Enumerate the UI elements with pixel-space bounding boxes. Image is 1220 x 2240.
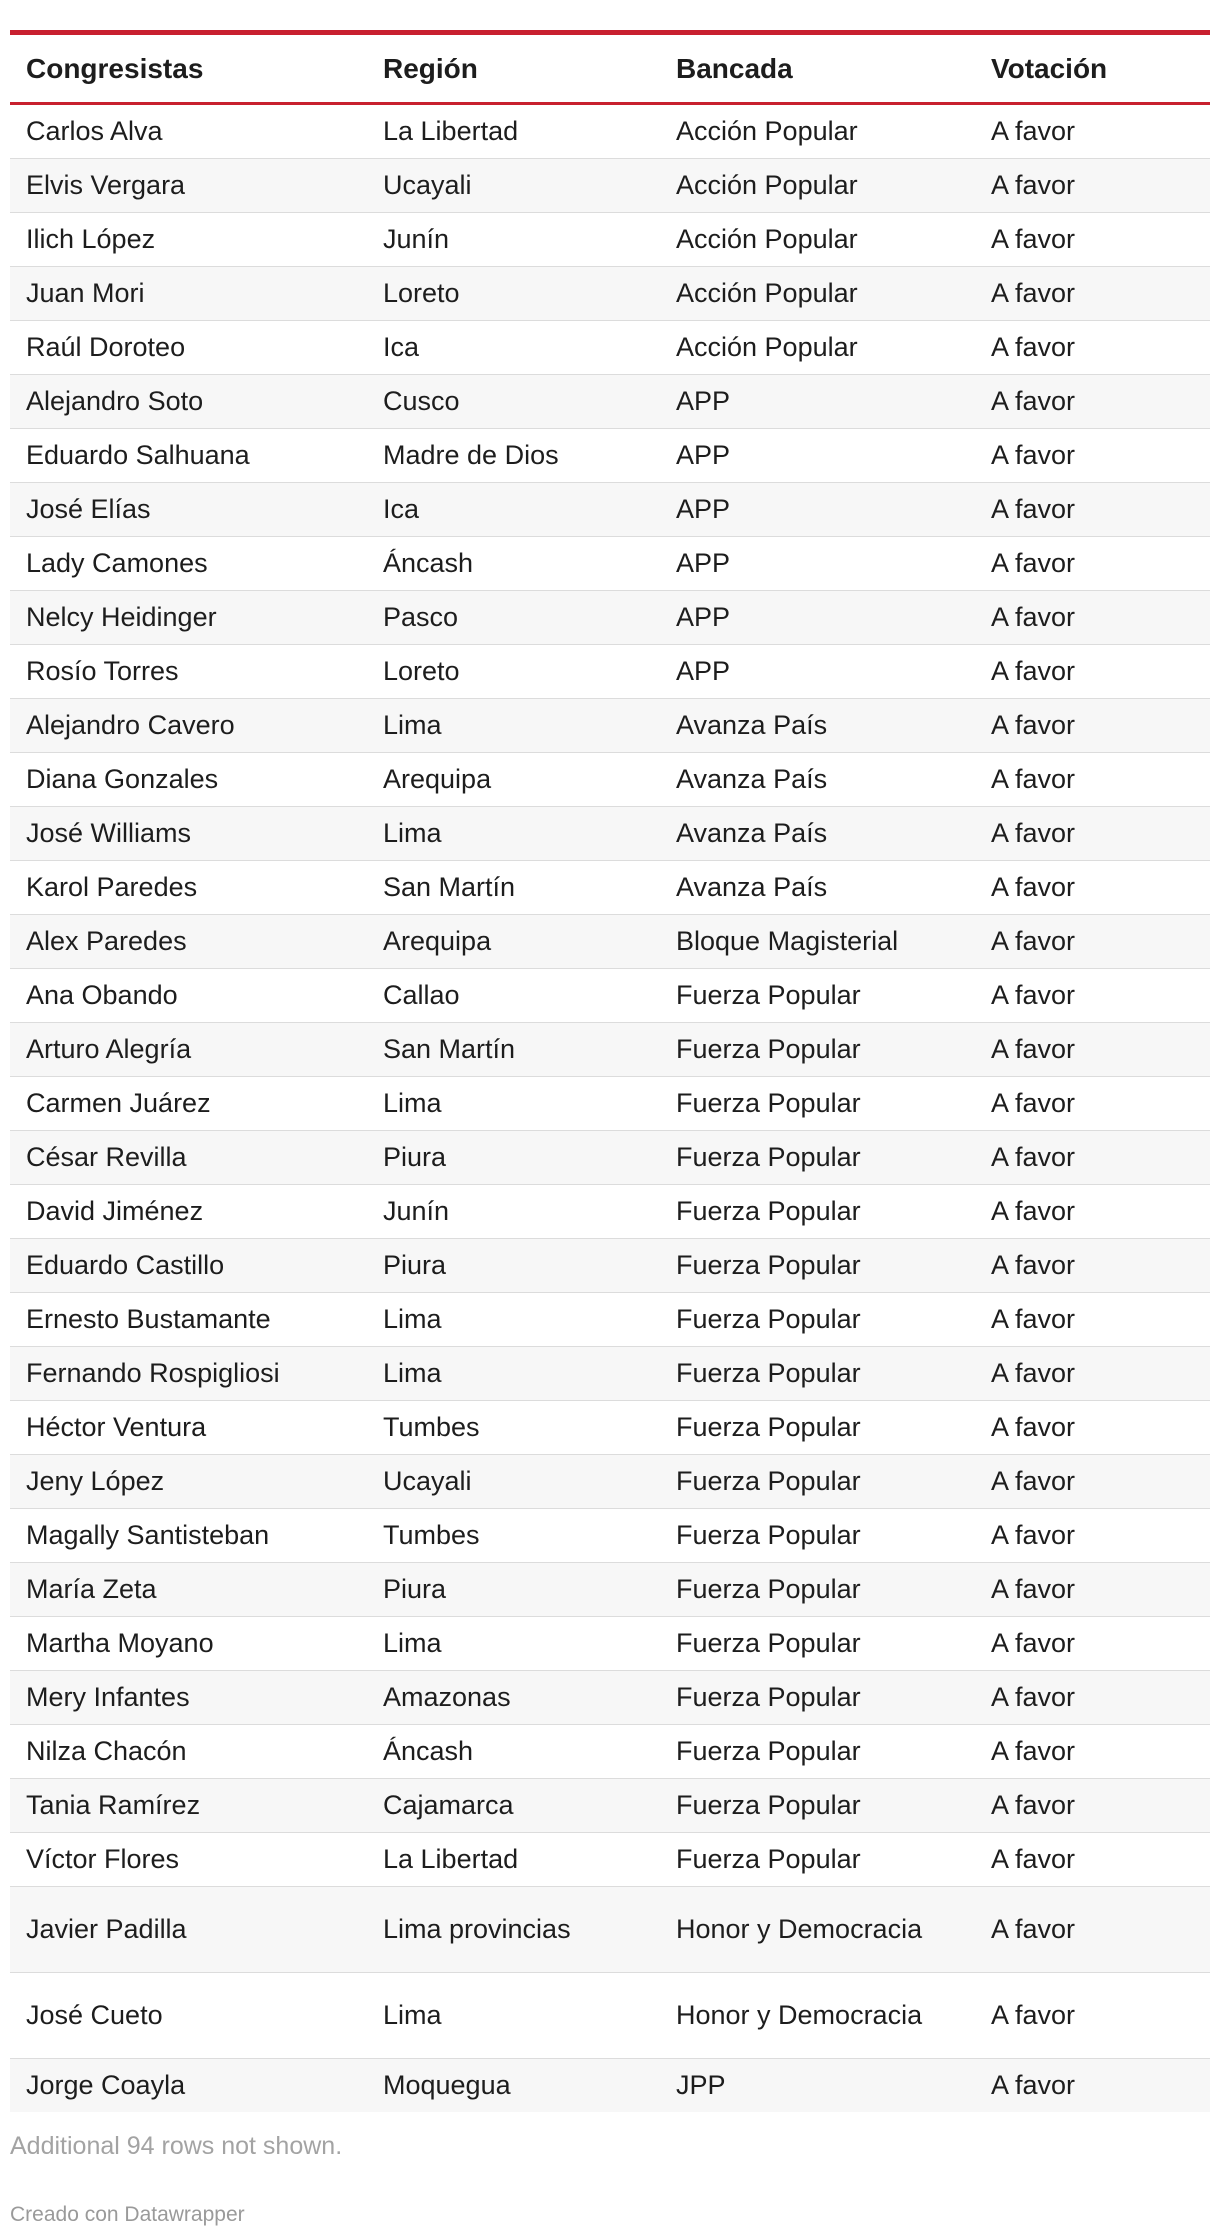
- cell-bancada: Fuerza Popular: [660, 1833, 975, 1887]
- cell-bancada: APP: [660, 537, 975, 591]
- votes-table: [10, 30, 1210, 2112]
- cell-votacion: A favor: [975, 699, 1210, 753]
- cell-congresista: Nelcy Heidinger: [10, 591, 367, 645]
- table-header-row: [10, 33, 1210, 104]
- cell-region: San Martín: [367, 861, 660, 915]
- cell-congresista: José Elías: [10, 483, 367, 537]
- cell-congresista: Lady Camones: [10, 537, 367, 591]
- cell-bancada: Avanza País: [660, 807, 975, 861]
- table-row: [10, 1779, 1210, 1833]
- cell-votacion: A favor: [975, 1833, 1210, 1887]
- cell-bancada: Fuerza Popular: [660, 1563, 975, 1617]
- cell-congresista: Tania Ramírez: [10, 1779, 367, 1833]
- cell-votacion: A favor: [975, 483, 1210, 537]
- table-row: [10, 1077, 1210, 1131]
- cell-region: Cusco: [367, 375, 660, 429]
- cell-region: Lima: [367, 699, 660, 753]
- cell-congresista: Fernando Rospigliosi: [10, 1347, 367, 1401]
- cell-bancada: Fuerza Popular: [660, 969, 975, 1023]
- cell-votacion: A favor: [975, 159, 1210, 213]
- cell-bancada: Fuerza Popular: [660, 1617, 975, 1671]
- table-body: [10, 104, 1210, 2113]
- column-header-congresistas[interactable]: Congresistas: [10, 33, 367, 104]
- cell-congresista: María Zeta: [10, 1563, 367, 1617]
- cell-votacion: A favor: [975, 2059, 1210, 2113]
- column-header-votacion[interactable]: Votación: [975, 33, 1210, 104]
- cell-congresista: José Williams: [10, 807, 367, 861]
- cell-votacion: A favor: [975, 1509, 1210, 1563]
- cell-votacion: A favor: [975, 429, 1210, 483]
- cell-votacion: A favor: [975, 807, 1210, 861]
- cell-region: Ucayali: [367, 1455, 660, 1509]
- cell-congresista: Alejandro Soto: [10, 375, 367, 429]
- table-row: [10, 104, 1210, 159]
- cell-votacion: A favor: [975, 1455, 1210, 1509]
- table-row: [10, 861, 1210, 915]
- table-row: [10, 1131, 1210, 1185]
- table-row: [10, 1023, 1210, 1077]
- cell-congresista: Martha Moyano: [10, 1617, 367, 1671]
- cell-region: San Martín: [367, 1023, 660, 1077]
- cell-congresista: José Cueto: [10, 1973, 367, 2059]
- cell-region: Ica: [367, 321, 660, 375]
- table-row: [10, 591, 1210, 645]
- cell-congresista: Víctor Flores: [10, 1833, 367, 1887]
- cell-votacion: A favor: [975, 1185, 1210, 1239]
- table-row: [10, 159, 1210, 213]
- cell-region: Loreto: [367, 267, 660, 321]
- cell-votacion: A favor: [975, 537, 1210, 591]
- cell-congresista: Javier Padilla: [10, 1887, 367, 1973]
- cell-congresista: Jorge Coayla: [10, 2059, 367, 2113]
- cell-bancada: Acción Popular: [660, 267, 975, 321]
- cell-region: Tumbes: [367, 1509, 660, 1563]
- cell-region: Junín: [367, 213, 660, 267]
- cell-region: Lima provincias: [367, 1887, 660, 1973]
- cell-congresista: Arturo Alegría: [10, 1023, 367, 1077]
- cell-bancada: Fuerza Popular: [660, 1779, 975, 1833]
- cell-region: Junín: [367, 1185, 660, 1239]
- cell-bancada: Fuerza Popular: [660, 1509, 975, 1563]
- cell-congresista: Carlos Alva: [10, 104, 367, 159]
- cell-congresista: Mery Infantes: [10, 1671, 367, 1725]
- cell-bancada: APP: [660, 645, 975, 699]
- cell-bancada: Acción Popular: [660, 159, 975, 213]
- cell-region: Arequipa: [367, 915, 660, 969]
- cell-region: La Libertad: [367, 1833, 660, 1887]
- cell-bancada: Fuerza Popular: [660, 1293, 975, 1347]
- cell-bancada: APP: [660, 429, 975, 483]
- cell-votacion: A favor: [975, 1023, 1210, 1077]
- cell-congresista: Nilza Chacón: [10, 1725, 367, 1779]
- column-header-region[interactable]: Región: [367, 33, 660, 104]
- cell-votacion: A favor: [975, 1617, 1210, 1671]
- cell-votacion: A favor: [975, 213, 1210, 267]
- cell-bancada: Fuerza Popular: [660, 1401, 975, 1455]
- table-row: [10, 213, 1210, 267]
- table-row: [10, 1347, 1210, 1401]
- cell-region: Lima: [367, 1293, 660, 1347]
- cell-bancada: APP: [660, 483, 975, 537]
- cell-votacion: A favor: [975, 645, 1210, 699]
- cell-congresista: Alejandro Cavero: [10, 699, 367, 753]
- cell-bancada: Honor y Democracia: [660, 1973, 975, 2059]
- cell-bancada: Fuerza Popular: [660, 1077, 975, 1131]
- table-row: [10, 645, 1210, 699]
- cell-votacion: A favor: [975, 1563, 1210, 1617]
- cell-congresista: Héctor Ventura: [10, 1401, 367, 1455]
- cell-bancada: Fuerza Popular: [660, 1131, 975, 1185]
- cell-votacion: A favor: [975, 375, 1210, 429]
- cell-votacion: A favor: [975, 1347, 1210, 1401]
- table-row: [10, 1833, 1210, 1887]
- cell-votacion: A favor: [975, 1077, 1210, 1131]
- cell-region: Áncash: [367, 537, 660, 591]
- table-row: [10, 537, 1210, 591]
- cell-bancada: Honor y Democracia: [660, 1887, 975, 1973]
- table-row: [10, 1617, 1210, 1671]
- table-row: [10, 2059, 1210, 2113]
- cell-votacion: A favor: [975, 1131, 1210, 1185]
- cell-region: Madre de Dios: [367, 429, 660, 483]
- table-row: [10, 1563, 1210, 1617]
- cell-congresista: Jeny López: [10, 1455, 367, 1509]
- cell-bancada: Acción Popular: [660, 321, 975, 375]
- cell-bancada: Fuerza Popular: [660, 1455, 975, 1509]
- cell-region: Lima: [367, 1077, 660, 1131]
- table-row: [10, 483, 1210, 537]
- cell-votacion: A favor: [975, 1293, 1210, 1347]
- cell-congresista: Raúl Doroteo: [10, 321, 367, 375]
- table-row: [10, 753, 1210, 807]
- cell-bancada: Fuerza Popular: [660, 1239, 975, 1293]
- cell-bancada: Acción Popular: [660, 104, 975, 159]
- table-row: [10, 1887, 1210, 1973]
- table-row: [10, 1239, 1210, 1293]
- cell-congresista: Elvis Vergara: [10, 159, 367, 213]
- cell-bancada: Fuerza Popular: [660, 1023, 975, 1077]
- table-row: [10, 969, 1210, 1023]
- table-row: [10, 429, 1210, 483]
- table-row: [10, 1725, 1210, 1779]
- cell-region: Arequipa: [367, 753, 660, 807]
- cell-region: Piura: [367, 1563, 660, 1617]
- table-row: [10, 699, 1210, 753]
- cell-region: Piura: [367, 1131, 660, 1185]
- cell-congresista: Juan Mori: [10, 267, 367, 321]
- cell-bancada: Acción Popular: [660, 213, 975, 267]
- cell-region: La Libertad: [367, 104, 660, 159]
- cell-congresista: Magally Santisteban: [10, 1509, 367, 1563]
- cell-region: Tumbes: [367, 1401, 660, 1455]
- cell-congresista: Eduardo Salhuana: [10, 429, 367, 483]
- credit-line: Creado con Datawrapper: [10, 2203, 245, 2226]
- cell-bancada: Fuerza Popular: [660, 1671, 975, 1725]
- table-row: [10, 807, 1210, 861]
- cell-votacion: A favor: [975, 591, 1210, 645]
- cell-bancada: APP: [660, 375, 975, 429]
- cell-votacion: A favor: [975, 915, 1210, 969]
- cell-votacion: A favor: [975, 1671, 1210, 1725]
- cell-votacion: A favor: [975, 267, 1210, 321]
- cell-congresista: Rosío Torres: [10, 645, 367, 699]
- table-row: [10, 1293, 1210, 1347]
- cell-congresista: David Jiménez: [10, 1185, 367, 1239]
- cell-region: Pasco: [367, 591, 660, 645]
- cell-congresista: Eduardo Castillo: [10, 1239, 367, 1293]
- cell-region: Lima: [367, 807, 660, 861]
- cell-region: Áncash: [367, 1725, 660, 1779]
- cell-region: Cajamarca: [367, 1779, 660, 1833]
- cell-bancada: JPP: [660, 2059, 975, 2113]
- cell-congresista: César Revilla: [10, 1131, 367, 1185]
- cell-region: Ucayali: [367, 159, 660, 213]
- cell-bancada: Fuerza Popular: [660, 1347, 975, 1401]
- cell-region: Lima: [367, 1973, 660, 2059]
- table-row: [10, 375, 1210, 429]
- cell-region: Lima: [367, 1617, 660, 1671]
- table-row: [10, 267, 1210, 321]
- cell-region: Lima: [367, 1347, 660, 1401]
- cell-bancada: Avanza País: [660, 753, 975, 807]
- cell-congresista: Ana Obando: [10, 969, 367, 1023]
- cell-congresista: Ernesto Bustamante: [10, 1293, 367, 1347]
- cell-votacion: A favor: [975, 1973, 1210, 2059]
- data-table-container: [10, 30, 1210, 2112]
- table-row: [10, 1509, 1210, 1563]
- cell-bancada: Bloque Magisterial: [660, 915, 975, 969]
- cell-votacion: A favor: [975, 1779, 1210, 1833]
- column-header-bancada[interactable]: Bancada: [660, 33, 975, 104]
- cell-congresista: Ilich López: [10, 213, 367, 267]
- cell-bancada: Fuerza Popular: [660, 1725, 975, 1779]
- cell-region: Callao: [367, 969, 660, 1023]
- cell-votacion: A favor: [975, 1401, 1210, 1455]
- cell-region: Moquegua: [367, 2059, 660, 2113]
- table-row: [10, 1185, 1210, 1239]
- table-row: [10, 1671, 1210, 1725]
- cell-congresista: Diana Gonzales: [10, 753, 367, 807]
- cell-congresista: Karol Paredes: [10, 861, 367, 915]
- cell-votacion: A favor: [975, 321, 1210, 375]
- cell-votacion: A favor: [975, 861, 1210, 915]
- cell-congresista: Carmen Juárez: [10, 1077, 367, 1131]
- cell-region: Amazonas: [367, 1671, 660, 1725]
- cell-bancada: Fuerza Popular: [660, 1185, 975, 1239]
- cell-votacion: A favor: [975, 1887, 1210, 1973]
- cell-votacion: A favor: [975, 104, 1210, 159]
- table-row: [10, 1401, 1210, 1455]
- cell-congresista: Alex Paredes: [10, 915, 367, 969]
- cell-votacion: A favor: [975, 1239, 1210, 1293]
- cell-bancada: Avanza País: [660, 861, 975, 915]
- cell-region: Piura: [367, 1239, 660, 1293]
- table-row: [10, 915, 1210, 969]
- table-notes: Additional 94 rows not shown.: [10, 2132, 343, 2160]
- cell-votacion: A favor: [975, 969, 1210, 1023]
- cell-region: Ica: [367, 483, 660, 537]
- cell-votacion: A favor: [975, 1725, 1210, 1779]
- cell-bancada: APP: [660, 591, 975, 645]
- cell-bancada: Avanza País: [660, 699, 975, 753]
- table-row: [10, 1455, 1210, 1509]
- cell-votacion: A favor: [975, 753, 1210, 807]
- cell-region: Loreto: [367, 645, 660, 699]
- table-row: [10, 1973, 1210, 2059]
- table-row: [10, 321, 1210, 375]
